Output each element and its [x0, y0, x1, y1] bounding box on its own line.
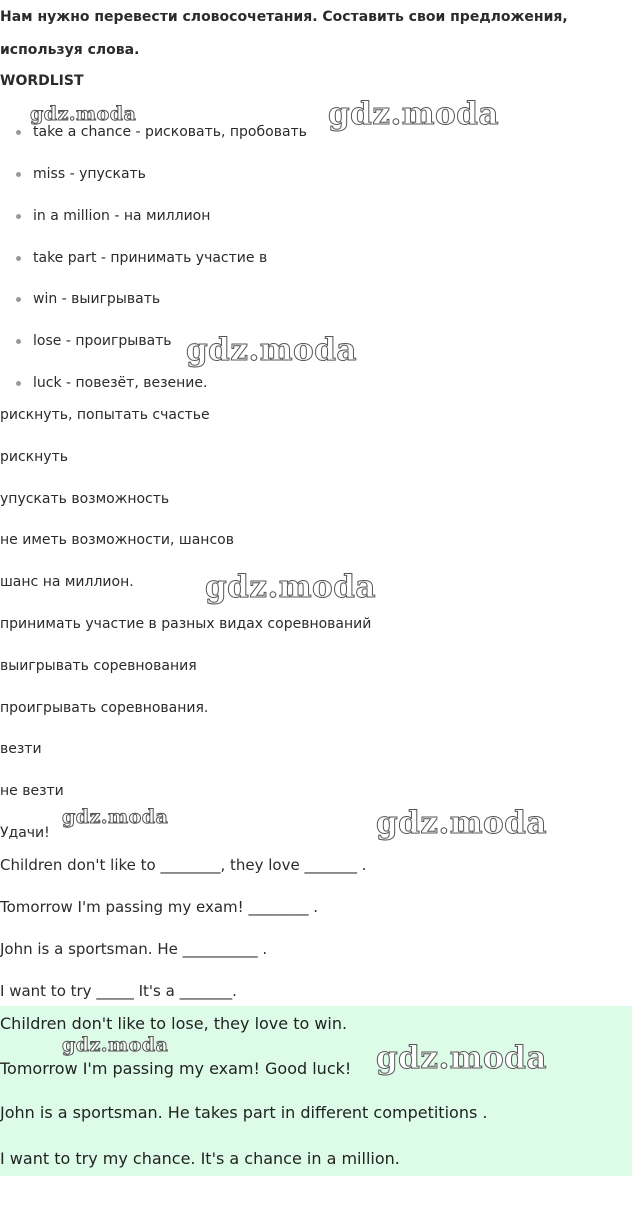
intro-line-2: используя слова.: [0, 42, 140, 58]
answer-line: John is a sportsman. He takes part in different competitions .: [0, 1103, 488, 1122]
phrase-line: не везти: [0, 783, 64, 799]
bullet-icon: [16, 130, 21, 135]
exercise-line: John is a sportsman. He __________ .: [0, 940, 268, 958]
phrase-line: везти: [0, 741, 42, 757]
bullet-icon: [16, 172, 21, 177]
watermark: gdz.moda: [376, 805, 547, 841]
phrase-line: шанс на миллион.: [0, 574, 134, 590]
bullet-icon: [16, 297, 21, 302]
bullet-icon: [16, 256, 21, 261]
watermark: gdz.moda: [62, 1034, 169, 1056]
phrase-line: рискнуть, попытать счастье: [0, 407, 210, 423]
phrase-line: проигрывать соревнования.: [0, 700, 209, 716]
answer-line: Children don't like to lose, they love to win.: [0, 1014, 348, 1033]
bullet-icon: [16, 339, 21, 344]
answers-block: [0, 1006, 632, 1176]
phrase-line: упускать возможность: [0, 491, 170, 507]
exercise-line: Tomorrow I'm passing my exam! ________ .: [0, 898, 318, 916]
phrase-line: выигрывать соревнования: [0, 658, 197, 674]
watermark: gdz.moda: [205, 569, 376, 605]
intro-line-1: Нам нужно перевести словосочетания. Составить свои предложения,: [0, 9, 568, 25]
phrase-line: Удачи!: [0, 825, 50, 841]
bullet-icon: [16, 381, 21, 386]
watermark: gdz.moda: [186, 332, 357, 368]
phrase-line: рискнуть: [0, 449, 68, 465]
watermark: gdz.moda: [62, 806, 169, 828]
exercise-line: I want to try _____ It's a _______.: [0, 982, 237, 1000]
bullet-icon: [16, 214, 21, 219]
phrase-line: принимать участие в разных видах соревнований: [0, 616, 372, 632]
answer-line: I want to try my chance. It's a chance in a million.: [0, 1149, 400, 1168]
watermark: gdz.moda: [30, 103, 137, 125]
watermark: gdz.moda: [376, 1040, 547, 1076]
answer-line: Tomorrow I'm passing my exam! Good luck!: [0, 1059, 352, 1078]
watermark: gdz.moda: [328, 96, 499, 132]
phrase-line: не иметь возможности, шансов: [0, 532, 234, 548]
wordlist-title: WORDLIST: [0, 73, 84, 89]
exercise-line: Children don't like to ________, they love _______ .: [0, 856, 367, 874]
